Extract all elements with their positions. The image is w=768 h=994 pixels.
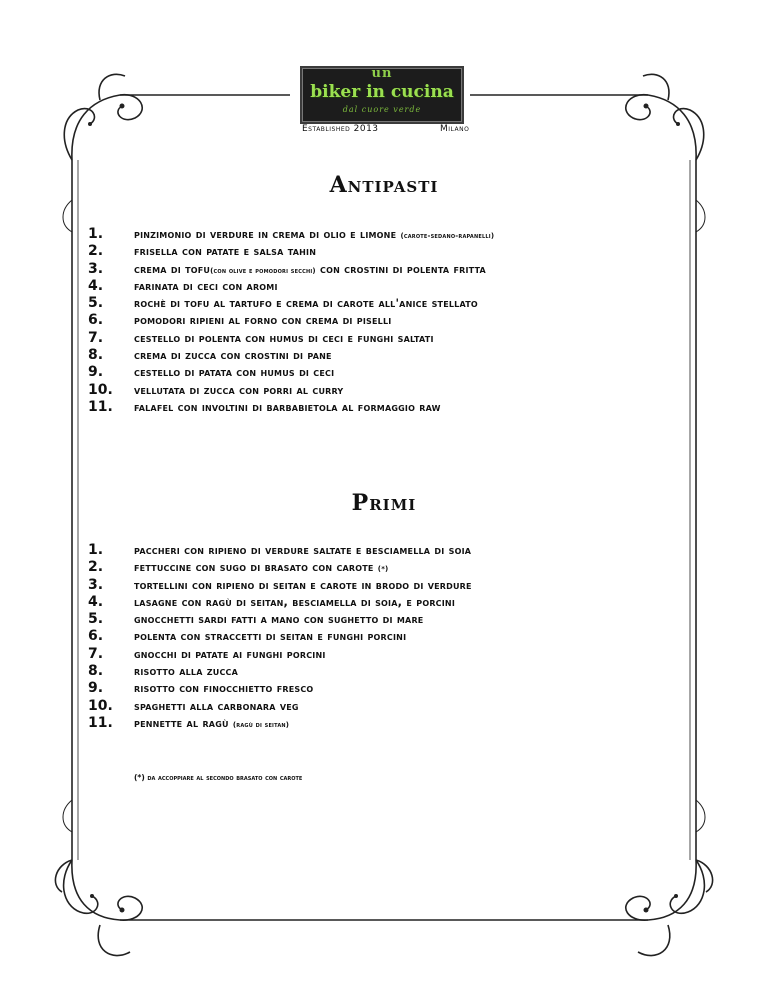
item-number: 2. <box>88 559 104 576</box>
item-number: 8. <box>88 347 104 364</box>
item-number: 6. <box>88 628 104 645</box>
dish-text: rochè di tofu al tartufo e crema di carote all'anice stellato <box>134 296 478 311</box>
dish-text: cestello di patata con humus di ceci <box>134 365 335 380</box>
dish-text: falafel con involtini di barbabietola al formaggio raw <box>134 399 441 414</box>
dish-text-cont: con crostini di polenta fritta <box>315 261 486 276</box>
dish-text: fettuccine con sugo di brasato con carote <box>134 560 378 575</box>
item-number: 4. <box>88 593 104 610</box>
dish-name <box>134 399 441 418</box>
item-number: 9. <box>88 680 104 697</box>
dish-text: vellutata di zucca con porri al curry <box>134 382 344 397</box>
logo-line-un: un <box>371 66 393 81</box>
dish-text: pennette al ragù <box>134 715 233 730</box>
item-number: 11. <box>88 398 113 415</box>
dish-text: polenta con straccetti di seitan e funghi porcini <box>134 629 407 644</box>
restaurant-logo <box>300 66 464 124</box>
item-number: 2. <box>88 243 104 260</box>
item-number: 3. <box>88 576 104 593</box>
dish-text: gnocchetti sardi fatti a mano con sughetto di mare <box>134 612 424 627</box>
dish-text: frisella con patate e salsa tahin <box>134 244 317 259</box>
menu-item <box>88 382 688 399</box>
section-title-antipasti: Antipasti <box>329 172 439 198</box>
logo-line-tagline: dal cuore verde <box>342 105 422 114</box>
menu-item <box>88 278 688 295</box>
item-number: 4. <box>88 277 104 294</box>
city-label: Milano <box>440 124 470 134</box>
menu-item <box>88 226 688 243</box>
item-number: 10. <box>88 381 113 398</box>
dish-text: pomodori ripieni al forno con crema di piselli <box>134 313 392 328</box>
item-number: 5. <box>88 611 104 628</box>
menu-item <box>88 594 688 611</box>
dish-text: crema di tofu <box>134 261 211 276</box>
menu-item <box>88 646 688 663</box>
menu-item <box>88 559 688 576</box>
dish-note: (carote-sedano-rapanelli) <box>400 232 495 240</box>
menu-item <box>88 715 688 732</box>
dish-text: spaghetti alla carbonara veg <box>134 698 299 713</box>
section-title-primi: Primi <box>351 490 417 516</box>
dish-name <box>134 715 289 734</box>
item-number: 3. <box>88 260 104 277</box>
dish-text: pinzimonio di verdure in crema di olio e limone <box>134 227 401 241</box>
menu-item <box>88 312 688 329</box>
item-number: 11. <box>88 714 113 731</box>
antipasti-list <box>88 226 688 416</box>
item-number: 1. <box>88 226 104 242</box>
item-number: 5. <box>88 295 104 312</box>
primi-list <box>88 542 688 732</box>
menu-item <box>88 698 688 715</box>
established-label: Established 2013 <box>302 124 379 134</box>
dish-text: risotto con finocchietto fresco <box>134 681 314 696</box>
dish-text: paccheri con ripieno di verdure saltate e besciamella di soia <box>134 543 472 557</box>
item-number: 1. <box>88 542 104 558</box>
dish-text: tortellini con ripieno di seitan e carote in brodo di verdure <box>134 577 472 592</box>
logo-line-name: biker in cucina <box>310 82 454 102</box>
item-number: 7. <box>88 645 104 662</box>
menu-item <box>88 680 688 697</box>
menu-item <box>88 330 688 347</box>
menu-item <box>88 347 688 364</box>
item-number: 6. <box>88 312 104 329</box>
item-number: 9. <box>88 364 104 381</box>
dish-note: (con olive e pomodori secchi) <box>210 266 316 275</box>
menu-item <box>88 628 688 645</box>
dish-text: gnocchi di patate ai funghi porcini <box>134 646 326 661</box>
menu-item <box>88 577 688 594</box>
dish-text: cestello di polenta con humus di ceci e funghi saltati <box>134 330 434 345</box>
dish-text: crema di zucca con crostini di pane <box>134 348 332 363</box>
dish-text: risotto alla zucca <box>134 664 239 679</box>
menu-item <box>88 261 688 278</box>
menu-item <box>88 243 688 260</box>
menu-item <box>88 399 688 416</box>
menu-item <box>88 663 688 680</box>
dish-note: (*) <box>377 565 389 574</box>
dish-text: farinata di ceci con aromi <box>134 278 278 293</box>
item-number: 8. <box>88 663 104 680</box>
dish-text: lasagne con ragù di seitan, besciamella di soia, e porcini <box>134 594 455 609</box>
dish-note: (ragù di seitan) <box>232 720 290 729</box>
item-number: 10. <box>88 697 113 714</box>
item-number: 7. <box>88 329 104 346</box>
menu-item <box>88 542 688 559</box>
menu-item <box>88 611 688 628</box>
footnote: (*) da accoppiare al secondo brasato con carote <box>134 773 303 782</box>
menu-item <box>88 364 688 381</box>
menu-item <box>88 295 688 312</box>
